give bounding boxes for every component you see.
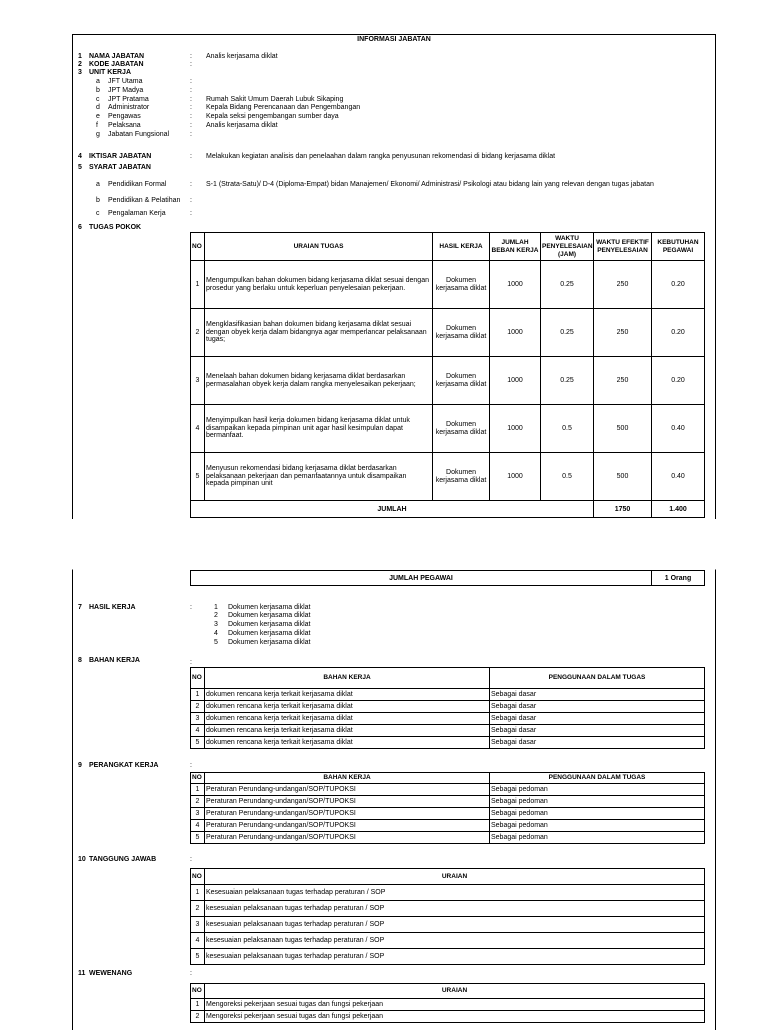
cell-waktu: 0.25 <box>541 309 594 357</box>
table-row <box>191 1011 705 1023</box>
table-row <box>191 357 705 405</box>
col-header-no: NO <box>191 773 205 784</box>
col-header-bahan: BAHAN KERJA <box>205 773 490 784</box>
item-colon: : <box>190 122 192 129</box>
cell-jumlah-pegawai-label: JUMLAH PEGAWAI <box>191 571 652 586</box>
cell-beban: 1000 <box>490 405 541 453</box>
col-header-no: NO <box>191 869 205 885</box>
col-header-efektif: WAKTU EFEKTIF PENYELESAIAN <box>594 233 652 261</box>
cell-no: 4 <box>191 725 205 737</box>
cell-uraian: Menelaah bahan dokumen bidang kerjasama diklat berdasarkan permasalahan obyek kerja dalam rangka menyelesaikan pekerjaan; <box>205 357 433 405</box>
table-row <box>191 901 705 917</box>
table-row <box>191 949 705 965</box>
cell-total-label: JUMLAH <box>191 501 594 518</box>
col-header-no: NO <box>191 984 205 999</box>
item-label: Jabatan Fungsional <box>108 131 170 138</box>
item-label: Pendidikan & Pelatihan <box>108 197 181 204</box>
field-colon: : <box>190 604 192 611</box>
field-number: 8 <box>78 657 82 664</box>
item-letter: a <box>96 181 100 188</box>
document-page-2 <box>72 569 716 1030</box>
cell-kebutuhan: 0.40 <box>652 453 705 501</box>
cell-no: 2 <box>191 1011 205 1023</box>
cell-no: 1 <box>191 784 205 796</box>
col-header-penggunaan: PENGGUNAAN DALAM TUGAS <box>490 668 705 689</box>
cell-bahan: dokumen rencana kerja terkait kerjasama diklat <box>205 725 490 737</box>
cell-beban: 1000 <box>490 357 541 405</box>
item-letter: b <box>96 197 100 204</box>
cell-uraian: kesesuaian pelaksanaan tugas terhadap peraturan / SOP <box>205 917 705 933</box>
item-colon: : <box>190 210 192 217</box>
cell-penggunaan: Sebagai pedoman <box>490 784 705 796</box>
list-item-text: Dokumen kerjasama diklat <box>228 612 311 619</box>
cell-penggunaan: Sebagai pedoman <box>490 820 705 832</box>
table-row <box>191 309 705 357</box>
cell-no: 3 <box>191 357 205 405</box>
item-letter: e <box>96 113 100 120</box>
col-header-waktu: WAKTU PENYELESAIAN (JAM) <box>541 233 594 261</box>
field-number: 10 <box>78 856 86 863</box>
cell-no: 4 <box>191 933 205 949</box>
field-label: BAHAN KERJA <box>89 657 140 664</box>
item-letter: c <box>96 210 100 217</box>
field-label: IKTISAR JABATAN <box>89 153 152 160</box>
list-item-number: 5 <box>214 639 218 646</box>
table-row <box>191 885 705 901</box>
field-number: 11 <box>78 970 86 977</box>
item-colon: : <box>190 181 192 188</box>
table-header-row <box>191 984 705 999</box>
item-colon: : <box>190 197 192 204</box>
bahan-kerja-table <box>190 667 705 749</box>
field-number: 5 <box>78 164 82 171</box>
item-label: Pengawas <box>108 113 141 120</box>
cell-no: 4 <box>191 820 205 832</box>
cell-bahan: dokumen rencana kerja terkait kerjasama diklat <box>205 689 490 701</box>
item-colon: : <box>190 78 192 85</box>
cell-uraian: kesesuaian pelaksanaan tugas terhadap peraturan / SOP <box>205 901 705 917</box>
cell-uraian: Mengoreksi pekerjaan sesuai tugas dan fungsi pekerjaan <box>205 999 705 1011</box>
item-value: Kepala seksi pengembangan sumber daya <box>206 113 339 120</box>
table-row <box>191 571 705 586</box>
cell-penggunaan: Sebagai dasar <box>490 689 705 701</box>
cell-no: 5 <box>191 453 205 501</box>
cell-waktu: 0.5 <box>541 405 594 453</box>
item-letter: b <box>96 87 100 94</box>
cell-waktu: 0.25 <box>541 357 594 405</box>
cell-kebutuhan: 0.20 <box>652 261 705 309</box>
cell-bahan: Peraturan Perundang-undangan/SOP/TUPOKSI <box>205 832 490 844</box>
item-letter: c <box>96 96 100 103</box>
item-label: Pelaksana <box>108 122 141 129</box>
cell-penggunaan: Sebagai pedoman <box>490 832 705 844</box>
field-number: 1 <box>78 53 82 60</box>
cell-no: 2 <box>191 901 205 917</box>
table-total-row <box>191 501 705 518</box>
cell-hasil: Dokumen kerjasama diklat <box>433 357 490 405</box>
list-item-text: Dokumen kerjasama diklat <box>228 604 311 611</box>
col-header-bahan: BAHAN KERJA <box>205 668 490 689</box>
list-item-text: Dokumen kerjasama diklat <box>228 630 311 637</box>
field-colon: : <box>190 856 192 863</box>
field-value: Melakukan kegiatan analisis dan penelaahan dalam rangka penyusunan rekomendasi di bidang kerjasama diklat <box>206 153 556 160</box>
cell-no: 5 <box>191 737 205 749</box>
table-header-row <box>191 668 705 689</box>
item-colon: : <box>190 131 192 138</box>
field-label: UNIT KERJA <box>89 69 132 76</box>
cell-waktu: 0.25 <box>541 261 594 309</box>
cell-hasil: Dokumen kerjasama diklat <box>433 309 490 357</box>
cell-no: 4 <box>191 405 205 453</box>
cell-no: 3 <box>191 808 205 820</box>
field-value: Analis kerjasama diklat <box>206 53 278 60</box>
table-row <box>191 808 705 820</box>
item-letter: f <box>96 122 98 129</box>
cell-penggunaan: Sebagai dasar <box>490 713 705 725</box>
cell-bahan: Peraturan Perundang-undangan/SOP/TUPOKSI <box>205 808 490 820</box>
cell-kebutuhan: 0.40 <box>652 405 705 453</box>
cell-bahan: dokumen rencana kerja terkait kerjasama diklat <box>205 737 490 749</box>
cell-efektif: 500 <box>594 453 652 501</box>
table-row <box>191 701 705 713</box>
cell-uraian: Menyusun rekomendasi bidang kerjasama diklat berdasarkan pelaksanaan pekerjaan dan pemanfaatannya untuk disampaikan kepada pimpinan unit <box>205 453 433 501</box>
field-label: PERANGKAT KERJA <box>89 762 159 769</box>
list-item-number: 1 <box>214 604 218 611</box>
cell-efektif: 500 <box>594 405 652 453</box>
cell-no: 5 <box>191 949 205 965</box>
item-label: JPT Pratama <box>108 96 149 103</box>
table-row <box>191 453 705 501</box>
item-value: Rumah Sakit Umum Daerah Lubuk Sikaping <box>206 96 344 103</box>
cell-penggunaan: Sebagai dasar <box>490 725 705 737</box>
col-header-beban: JUMLAH BEBAN KERJA <box>490 233 541 261</box>
field-number: 7 <box>78 604 82 611</box>
cell-no: 5 <box>191 832 205 844</box>
col-header-no: NO <box>191 668 205 689</box>
item-colon: : <box>190 96 192 103</box>
field-number: 2 <box>78 61 82 68</box>
cell-bahan: Peraturan Perundang-undangan/SOP/TUPOKSI <box>205 784 490 796</box>
field-label: NAMA JABATAN <box>89 53 145 60</box>
cell-no: 2 <box>191 701 205 713</box>
cell-uraian: Mengoreksi pekerjaan sesuai tugas dan fungsi pekerjaan <box>205 1011 705 1023</box>
table-row <box>191 689 705 701</box>
cell-beban: 1000 <box>490 453 541 501</box>
cell-uraian: Mengklasifikasian bahan dokumen bidang kerjasama diklat sesuai dengan obyek kerja dalam bidangnya agar memperlancar pelaksanaan tugas; <box>205 309 433 357</box>
cell-hasil: Dokumen kerjasama diklat <box>433 261 490 309</box>
cell-no: 1 <box>191 999 205 1011</box>
item-colon: : <box>190 104 192 111</box>
field-label: KODE JABATAN <box>89 61 144 68</box>
cell-penggunaan: Sebagai pedoman <box>490 808 705 820</box>
cell-waktu: 0.5 <box>541 453 594 501</box>
cell-bahan: Peraturan Perundang-undangan/SOP/TUPOKSI <box>205 796 490 808</box>
cell-bahan: dokumen rencana kerja terkait kerjasama diklat <box>205 701 490 713</box>
table-header-row <box>191 233 705 261</box>
list-item-text: Dokumen kerjasama diklat <box>228 621 311 628</box>
item-letter: d <box>96 104 100 111</box>
col-header-uraian: URAIAN <box>205 984 705 999</box>
cell-no: 2 <box>191 309 205 357</box>
cell-hasil: Dokumen kerjasama diklat <box>433 405 490 453</box>
field-label: TUGAS POKOK <box>89 224 142 231</box>
table-header-row <box>191 869 705 885</box>
table-row <box>191 784 705 796</box>
cell-uraian: Mengumpulkan bahan dokumen bidang kerjasama diklat sesuai dengan prosedur yang berlaku untuk keperluan penyelesaian pekerjaan. <box>205 261 433 309</box>
page-title: INFORMASI JABATAN <box>357 36 431 43</box>
item-value: Kepala Bidang Perencanaan dan Pengembangan <box>206 104 361 111</box>
cell-uraian: kesesuaian pelaksanaan tugas terhadap peraturan / SOP <box>205 933 705 949</box>
cell-penggunaan: Sebagai dasar <box>490 737 705 749</box>
item-label: JPT Madya <box>108 87 144 94</box>
item-label: Administrator <box>108 104 150 111</box>
table-row <box>191 820 705 832</box>
cell-penggunaan: Sebagai dasar <box>490 701 705 713</box>
cell-beban: 1000 <box>490 309 541 357</box>
cell-efektif: 250 <box>594 357 652 405</box>
cell-penggunaan: Sebagai pedoman <box>490 796 705 808</box>
cell-uraian: kesesuaian pelaksanaan tugas terhadap peraturan / SOP <box>205 949 705 965</box>
field-number: 3 <box>78 69 82 76</box>
item-letter: a <box>96 78 100 85</box>
cell-bahan: dokumen rencana kerja terkait kerjasama diklat <box>205 713 490 725</box>
field-label: HASIL KERJA <box>89 604 136 611</box>
field-colon: : <box>190 53 192 60</box>
table-row <box>191 713 705 725</box>
list-item-number: 4 <box>214 630 218 637</box>
col-header-kebutuhan: KEBUTUHAN PEGAWAI <box>652 233 705 261</box>
field-number: 9 <box>78 762 82 769</box>
field-label: WEWENANG <box>89 970 133 977</box>
table-row <box>191 737 705 749</box>
cell-no: 1 <box>191 689 205 701</box>
list-item-number: 2 <box>214 612 218 619</box>
table-row <box>191 796 705 808</box>
col-header-hasil: HASIL KERJA <box>433 233 490 261</box>
cell-no: 1 <box>191 885 205 901</box>
cell-no: 3 <box>191 917 205 933</box>
field-number: 4 <box>78 153 82 160</box>
table-row <box>191 917 705 933</box>
table-row <box>191 999 705 1011</box>
list-item-number: 3 <box>214 621 218 628</box>
tugas-pokok-table <box>190 232 705 518</box>
wewenang-table <box>190 983 705 1023</box>
col-header-uraian: URAIAN <box>205 869 705 885</box>
table-row <box>191 725 705 737</box>
cell-jumlah-pegawai-value: 1 Orang <box>652 571 705 586</box>
field-label: SYARAT JABATAN <box>89 164 151 171</box>
cell-kebutuhan: 0.20 <box>652 309 705 357</box>
cell-no: 3 <box>191 713 205 725</box>
col-header-uraian: URAIAN TUGAS <box>205 233 433 261</box>
field-colon: : <box>190 970 192 977</box>
tanggung-jawab-table <box>190 868 705 965</box>
field-colon: : <box>190 61 192 68</box>
cell-uraian: Menyimpulkan hasil kerja dokumen bidang kerjasama diklat untuk disampaikan kepada pimpinan unit agar hasil kesimpulan dapat bermanfaat. <box>205 405 433 453</box>
cell-beban: 1000 <box>490 261 541 309</box>
document-page-1 <box>72 34 716 519</box>
cell-efektif: 250 <box>594 309 652 357</box>
item-label: Pendidikan Formal <box>108 181 167 188</box>
table-row <box>191 405 705 453</box>
perangkat-kerja-table <box>190 772 705 844</box>
cell-uraian: Kesesuaian pelaksanaan tugas terhadap peraturan / SOP <box>205 885 705 901</box>
table-row <box>191 832 705 844</box>
cell-efektif: 250 <box>594 261 652 309</box>
cell-kebutuhan: 0.20 <box>652 357 705 405</box>
col-header-no: NO <box>191 233 205 261</box>
cell-total-kebutuhan: 1.400 <box>652 501 705 518</box>
cell-bahan: Peraturan Perundang-undangan/SOP/TUPOKSI <box>205 820 490 832</box>
item-value: Analis kerjasama diklat <box>206 122 278 129</box>
table-header-row <box>191 773 705 784</box>
field-colon: : <box>190 659 192 666</box>
table-row <box>191 933 705 949</box>
cell-no: 1 <box>191 261 205 309</box>
field-colon: : <box>190 762 192 769</box>
cell-hasil: Dokumen kerjasama diklat <box>433 453 490 501</box>
item-colon: : <box>190 87 192 94</box>
cell-no: 2 <box>191 796 205 808</box>
item-label: JFT Utama <box>108 78 143 85</box>
jumlah-pegawai-table <box>190 570 705 586</box>
field-number: 6 <box>78 224 82 231</box>
item-colon: : <box>190 113 192 120</box>
col-header-penggunaan: PENGGUNAAN DALAM TUGAS <box>490 773 705 784</box>
list-item-text: Dokumen kerjasama diklat <box>228 639 311 646</box>
field-colon: : <box>190 153 192 160</box>
item-letter: g <box>96 131 100 138</box>
cell-total-efektif: 1750 <box>594 501 652 518</box>
field-label: TANGGUNG JAWAB <box>89 856 157 863</box>
table-row <box>191 261 705 309</box>
item-value: S-1 (Strata-Satu)/ D-4 (Diploma-Empat) bidan Manajemen/ Ekonomi/ Administrasi/ Psikologi atau bidang lain yang relevan dengan tugas jabatan <box>206 181 654 188</box>
item-label: Pengalaman Kerja <box>108 210 166 217</box>
